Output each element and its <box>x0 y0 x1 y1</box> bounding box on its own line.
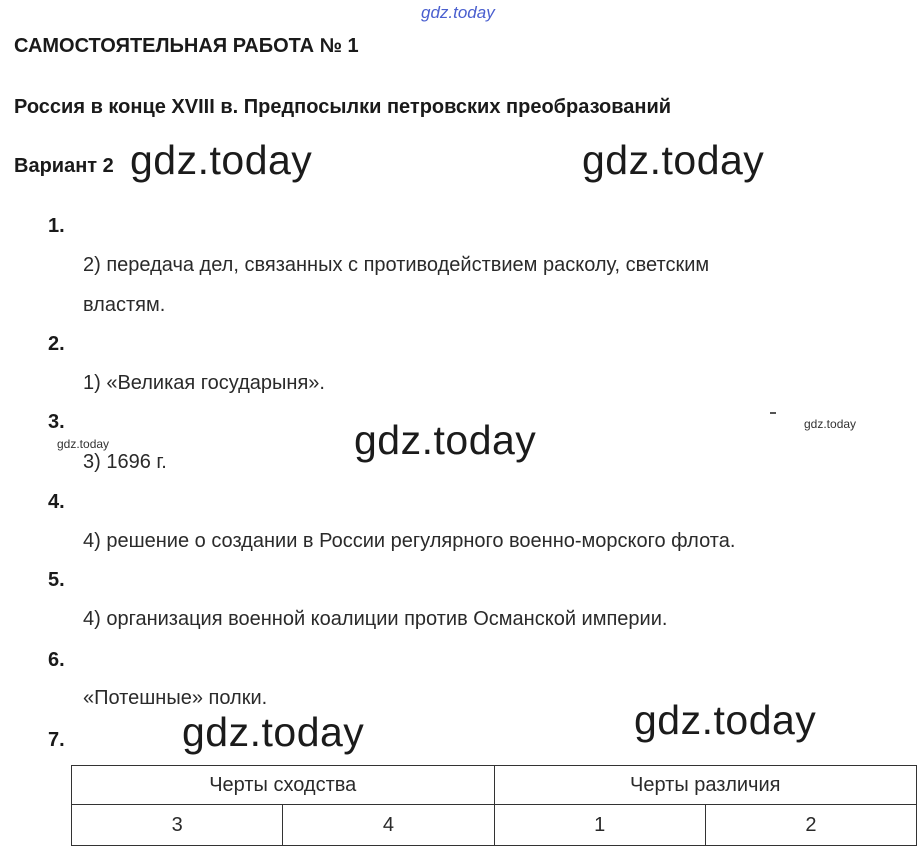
answer-text: 3) 1696 г. <box>83 451 167 473</box>
table-cell: 3 <box>72 805 283 846</box>
answer-text: 4) организация военной коалиции против Османской империи. <box>83 608 668 630</box>
watermark-small: gdz.today <box>57 437 110 451</box>
table-header-row <box>72 766 917 805</box>
watermark: gdz.today <box>582 137 765 183</box>
question-number: 2. <box>48 333 65 355</box>
watermark-top: gdz.today <box>421 3 495 22</box>
watermark: gdz.today <box>354 417 537 463</box>
answer-text: 2) передача дел, связанных с противодействием расколу, светским <box>83 254 710 276</box>
question-number: 5. <box>48 569 65 591</box>
question-number: 4. <box>48 491 65 513</box>
table-header-similarities: Черты сходства <box>72 766 495 805</box>
answer-text: властям. <box>83 294 166 316</box>
table-row <box>72 805 917 846</box>
page-title: САМОСТОЯТЕЛЬНАЯ РАБОТА № 1 <box>14 35 359 57</box>
answer-table <box>71 765 917 846</box>
variant-label: Вариант 2 <box>14 155 114 177</box>
table-cell: 4 <box>283 805 494 846</box>
watermark: gdz.today <box>130 137 313 183</box>
table-cell: 2 <box>705 805 916 846</box>
table-header-differences: Черты различия <box>494 766 917 805</box>
question-number: 1. <box>48 215 65 237</box>
question-number: 3. <box>48 411 65 433</box>
watermark-small: gdz.today <box>804 417 857 431</box>
page-subtitle: Россия в конце XVIII в. Предпосылки петровских преобразований <box>14 96 672 118</box>
table-cell: 1 <box>494 805 705 846</box>
answer-text: «Потешные» полки. <box>83 687 268 709</box>
watermark: gdz.today <box>634 697 817 743</box>
question-number: 6. <box>48 649 65 671</box>
answer-text: 1) «Великая государыня». <box>83 372 325 394</box>
answer-text: 4) решение о создании в России регулярного военно-морского флота. <box>83 530 736 552</box>
question-number: 7. <box>48 729 65 751</box>
stray-mark <box>770 412 776 414</box>
watermark: gdz.today <box>182 709 365 755</box>
